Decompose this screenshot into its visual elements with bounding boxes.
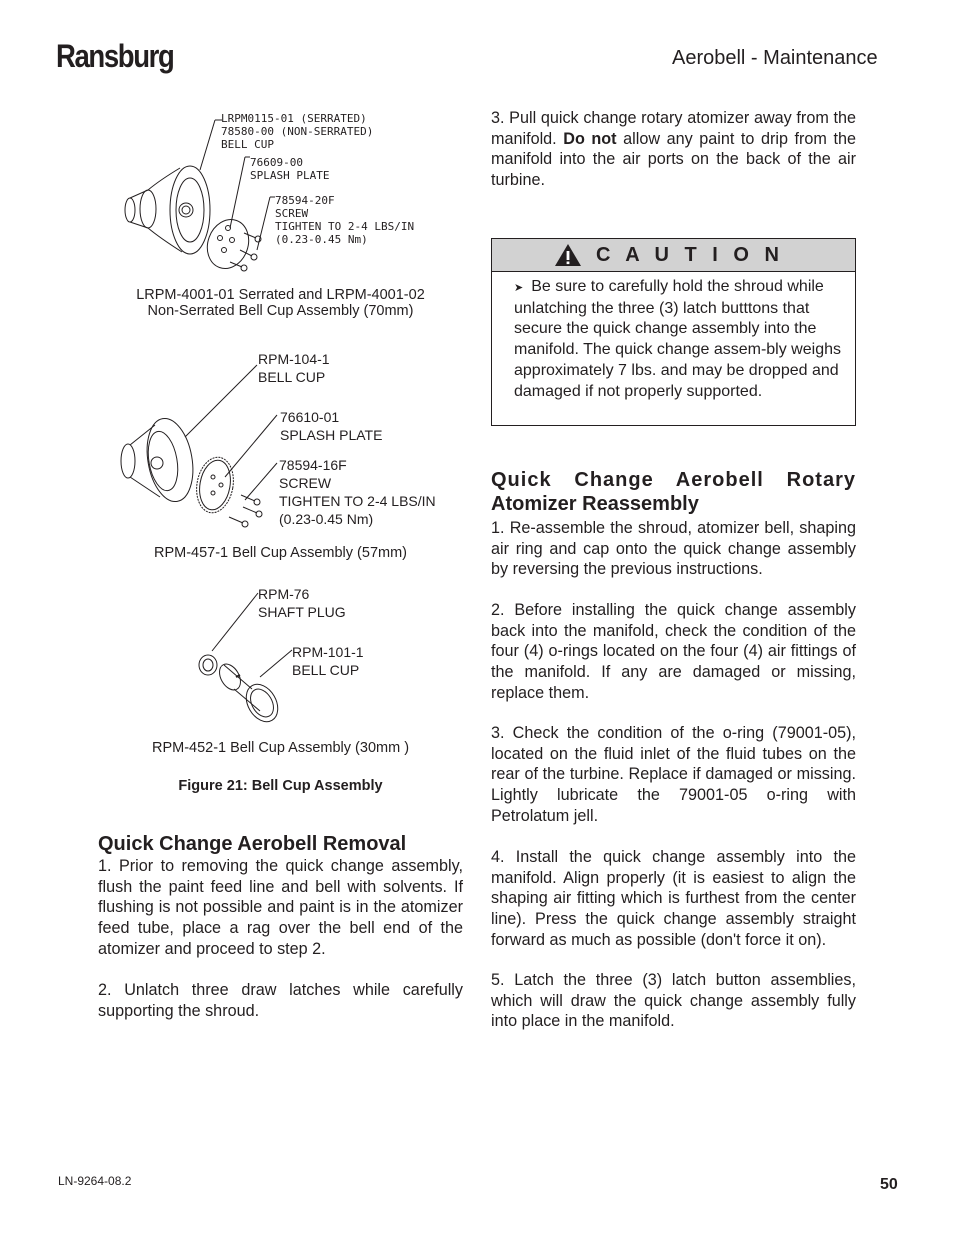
label-rpm-76: RPM-76 [258, 586, 310, 602]
reassembly-step3: 3. Check the condition of the o-ring (79001-05), located on the fluid inlet of the fluid tubes on the rear of the turbine. Replace if damaged or missing. Lightly lubricate the 79001-05 o-ring with Petrolatum jell. [491, 724, 856, 825]
label-78580: 78580-00 (NON-SERRATED) [221, 125, 374, 138]
caution-title: C A U T I O N [596, 243, 784, 266]
reassembly-heading-line1: Quick Change Aerobell Rotary [491, 469, 856, 491]
figure-title: Figure 21: Bell Cup Assembly [178, 778, 383, 794]
removal-heading: Quick Change Aerobell Removal [98, 833, 407, 855]
diagram2-caption: RPM-457-1 Bell Cup Assembly (57mm) [153, 545, 408, 561]
label-tighten-1: TIGHTEN TO 2-4 LBS/IN [275, 220, 415, 233]
diagram2-labels-b [280, 408, 382, 444]
diagram3-labels-b [292, 643, 364, 679]
page-number: 50 [880, 1176, 898, 1193]
caution-header [492, 239, 855, 272]
label-splash-plate-1: SPLASH PLATE [250, 169, 330, 182]
diagram1-caption [98, 287, 463, 319]
label-nm-1: (0.23-0.45 Nm) [275, 233, 368, 246]
label-bell-cup-2: BELL CUP [258, 369, 326, 385]
label-78594-16f: 78594-16F [279, 457, 347, 473]
caution-text: Be sure to carefully hold the shroud while unlatching the three (3) latch butttons that secure the quick change assembly into the manifold. The quick change assem-bly weighs approximately 7 lbs. and may be dropped and damaged if not properly supported. [514, 278, 841, 400]
brand-logo: Ransburg [56, 38, 174, 74]
label-76609: 76609-00 [250, 156, 303, 169]
diagram1-caption-line1: LRPM-4001-01 Serrated and LRPM-4001-02 [136, 287, 425, 303]
diagram3-labels-a [258, 585, 346, 621]
section-title: Aerobell - Maintenance [672, 47, 878, 69]
removal-step2: 2. Unlatch three draw latches while carefully supporting the shroud. [98, 981, 463, 1020]
diagram2-labels-c [279, 456, 436, 528]
label-78594-20f: 78594-20F [275, 194, 335, 207]
reassembly-step4: 4. Install the quick change assembly into the manifold. Align properly (it is easiest to align the shaping air fitting which is furthest from the center line). Press the quick change assembly straight forward as much as possible (don't force it on). [491, 848, 856, 949]
label-shaft-plug: SHAFT PLUG [258, 604, 346, 620]
caution-box [491, 238, 856, 426]
label-screw-1: SCREW [275, 207, 309, 220]
diagram3-caption: RPM-452-1 Bell Cup Assembly (30mm ) [151, 740, 410, 756]
diagram1-labels [221, 112, 373, 151]
step3-paragraph [491, 108, 856, 191]
label-76610-01: 76610-01 [280, 409, 340, 425]
label-lrpm0115: LRPM0115-01 (SERRATED) [221, 112, 367, 125]
removal-step1: 1. Prior to removing the quick change assembly, flush the paint feed line and bell with solvents. If flushing is not possible and paint is in the atomizer feed tube, place a rag over the bell end of the atomizer and proceed to step 2. [98, 857, 463, 958]
reassembly-step5: 5. Latch the three (3) latch button assemblies, which will draw the quick change assembly fully into place in the manifold. [491, 971, 856, 1031]
reassembly-heading [491, 468, 856, 516]
bullet-arrow-icon: ➤ [514, 282, 524, 294]
label-rpm-104-1: RPM-104-1 [258, 351, 330, 367]
label-screw-2: SCREW [279, 475, 332, 491]
diagram2-labels-a [258, 350, 330, 386]
doc-number: LN-9264-08.2 [58, 1174, 132, 1188]
step3-bold: Do not [563, 129, 617, 148]
step3-part1: 3. Pull quick change rotary atomizer away from the manifold. [491, 109, 856, 148]
label-splash-plate-2: SPLASH PLATE [280, 427, 383, 443]
step3-part2: allow any paint to drip from the manifold into the air ports on the back of the air turbine. [491, 129, 856, 190]
reassembly-step1: 1. Re-assemble the shroud, atomizer bell, shaping air ring and cap onto the quick change assembly by reversing the previous instructions. [491, 519, 856, 579]
label-nm-2: (0.23-0.45 Nm) [279, 511, 374, 527]
label-bell-cup-3: BELL CUP [292, 662, 360, 678]
diagram1-labels-c [275, 194, 414, 246]
reassembly-step2: 2. Before installing the quick change assembly back into the manifold, check the condition of the four (4) o-rings located on the four (4) air fittings of the manifold. If any are damaged or missing, replace them. [491, 601, 856, 702]
label-rpm-101-1: RPM-101-1 [292, 644, 364, 660]
diagram1-caption-line2: Non-Serrated Bell Cup Assembly (70mm) [147, 303, 414, 319]
label-tighten-2: TIGHTEN TO 2-4 LBS/IN [279, 493, 436, 509]
exclamation-triangle-icon [554, 243, 582, 267]
caution-body [492, 272, 855, 402]
diagram1-labels-b [250, 156, 329, 182]
label-bell-cup-1: BELL CUP [221, 138, 274, 151]
reassembly-heading-line2: Atomizer Reassembly [491, 493, 699, 515]
